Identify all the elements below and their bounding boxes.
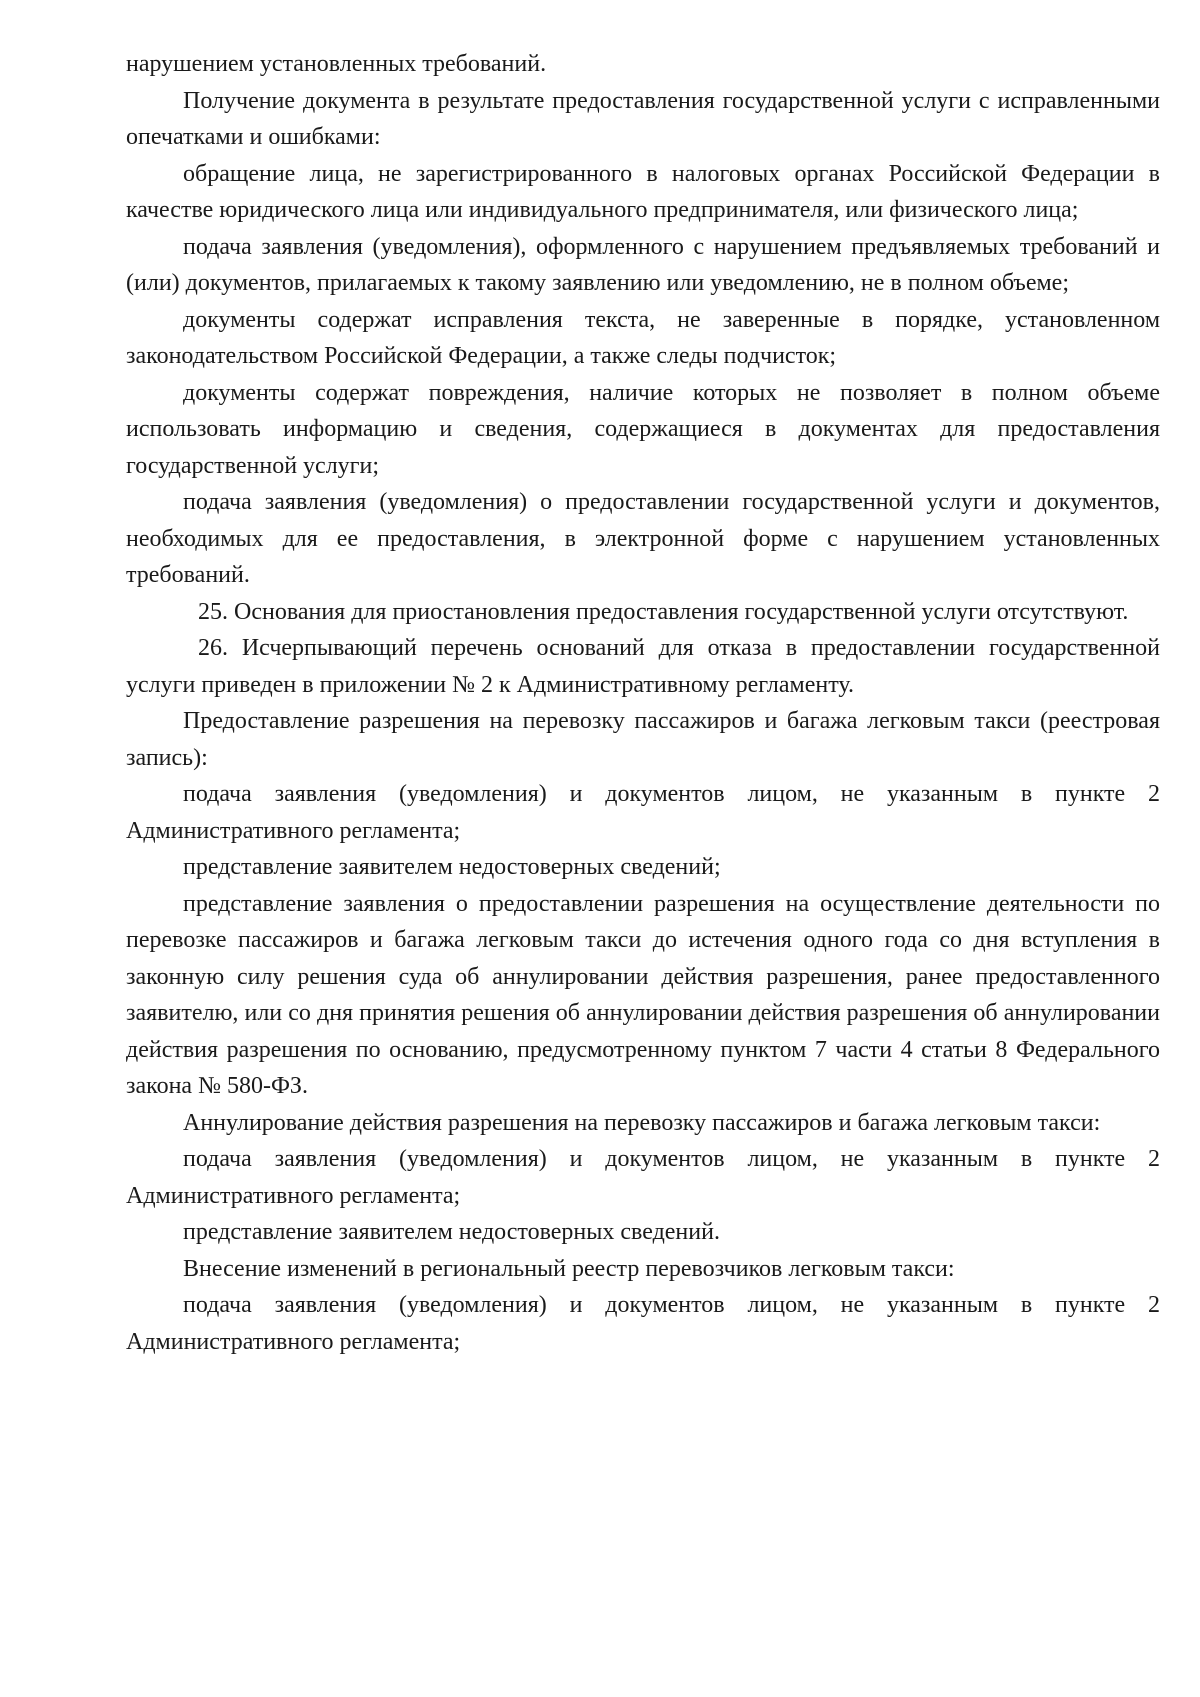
paragraph-item: документы содержат повреждения, наличие которых не позволяет в полном объеме использовать информацию и сведения, содержащиеся в документах для предоставления государственной услуги; — [126, 379, 1160, 479]
paragraph-correction-heading: Получение документа в результате предоставления государственной услуги с исправленными опечатками и ошибками: — [126, 87, 1160, 150]
paragraph-item: подача заявления (уведомления) и документов лицом, не указанным в пункте 2 Административного регламента; — [126, 1146, 1160, 1209]
paragraph-registry-heading: Внесение изменений в региональный реестр перевозчиков легковым такси: — [183, 1255, 955, 1282]
paragraph-item: подача заявления (уведомления), оформленного с нарушением предъявляемых требований и (или) документов, прилагаемых к такому заявлению или уведомлению, не в полном объеме; — [126, 233, 1160, 296]
paragraph-item: подача заявления (уведомления) и документов лицом, не указанным в пункте 2 Административного регламента; — [126, 781, 1160, 844]
paragraph-permit-heading: Предоставление разрешения на перевозку пассажиров и багажа легковым такси (реестровая запись): — [126, 708, 1160, 771]
paragraph-item: обращение лица, не зарегистрированного в налоговых органах Российской Федерации в качестве юридического лица или индивидуального предпринимателя, или физического лица; — [126, 160, 1160, 223]
paragraph-annulment-heading: Аннулирование действия разрешения на перевозку пассажиров и багажа легковым такси: — [183, 1109, 1101, 1136]
paragraph-item: представление заявления о предоставлении разрешения на осуществление деятельности по перевозке пассажиров и багажа легковым такси до истечения одного года со дня вступления в законную силу решения суда об аннулировании действия разрешения, ранее предоставленного заявителю, или со дня принятия решения об аннулировании действия разрешения об аннулировании действия разрешения по основанию, предусмотренному пунктом 7 части 4 статьи 8 Федерального закона № 580-ФЗ. — [126, 890, 1160, 1099]
paragraph-item: подача заявления (уведомления) и документов лицом, не указанным в пункте 2 Административного регламента; — [126, 1292, 1160, 1355]
paragraph-clause-26: 26. Исчерпывающий перечень оснований для отказа в предоставлении государственной услуги приведен в приложении № 2 к Административному регламенту. — [126, 635, 1160, 698]
paragraph-item: представление заявителем недостоверных сведений; — [183, 854, 721, 880]
paragraph-clause-25: 25. Основания для приостановления предоставления государственной услуги отсутствуют. — [198, 598, 1129, 625]
paragraph-item: представление заявителем недостоверных сведений. — [183, 1219, 720, 1245]
paragraph-item: подача заявления (уведомления) о предоставлении государственной услуги и документов, необходимых для ее предоставления, в электронной форме с нарушением установленных требований. — [126, 489, 1160, 588]
paragraph-continuation: нарушением установленных требований. — [126, 51, 547, 77]
document-body — [126, 46, 1160, 1360]
paragraph-item: документы содержат исправления текста, не заверенные в порядке, установленном законодательством Российской Федерации, а также следы подчисток; — [126, 306, 1160, 369]
